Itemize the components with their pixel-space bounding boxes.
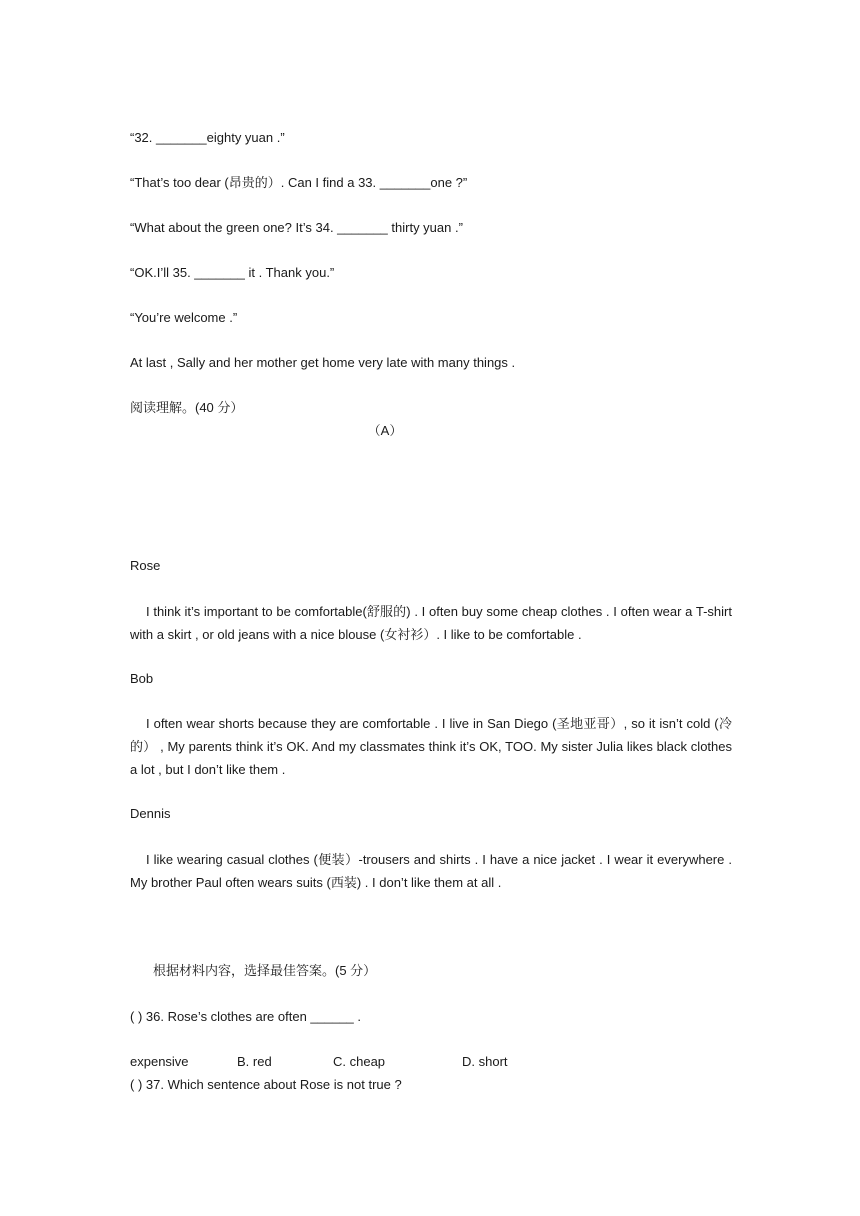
rose-paragraph: I think it’s important to be comfortable(舒服的) . I often buy some cheap clothes . I often wear a T-shirt with a skirt , or old jeans with a nice blouse (女衬衫）. I like to be comfortable . xyxy=(130,604,732,642)
passage-label: （A） xyxy=(367,423,403,438)
dennis-name: Dennis xyxy=(130,806,171,821)
q36-option-d: D. short xyxy=(462,1054,508,1069)
instruction-text: 根据材料内容，选择最佳答案。(5 分） xyxy=(153,963,377,978)
question-36: ( ) 36. Rose’s clothes are often ______ . xyxy=(130,1009,362,1024)
q36-option-c: C. cheap xyxy=(333,1054,386,1069)
dialogue-line-34: “What about the green one? It’s 34. _______ thirty yuan .” xyxy=(130,220,463,235)
bob-name: Bob xyxy=(130,671,154,686)
dialogue-line-welcome: “You’re welcome .” xyxy=(130,310,238,325)
q36-option-a: expensive xyxy=(130,1054,189,1069)
closing-sentence: At last , Sally and her mother get home very late with many things . xyxy=(130,355,516,370)
section-heading: 阅读理解。(40 分） xyxy=(130,400,244,415)
dialogue-line-33: “That’s too dear (昂贵的）. Can I find a 33. _______one ?” xyxy=(130,175,468,190)
bob-paragraph: I often wear shorts because they are comfortable . I live in San Diego (圣地亚哥）, so it isn’t cold (冷的） , My parents think it’s OK. And my classmates think it’s OK, TOO. My sister Julia likes black clothes a lot , but I don’t like them . xyxy=(130,716,732,777)
dialogue-line-35: “OK.I’ll 35. _______ it . Thank you.” xyxy=(130,265,335,280)
q36-option-b: B. red xyxy=(237,1054,272,1069)
rose-name: Rose xyxy=(130,558,161,573)
question-37: ( ) 37. Which sentence about Rose is not true ? xyxy=(130,1077,402,1092)
dennis-paragraph: I like wearing casual clothes (便装）-trousers and shirts . I have a nice jacket . I wear it everywhere . My brother Paul often wears suits (西装) . I don’t like them at all . xyxy=(130,852,732,890)
dialogue-line-32: “32. _______eighty yuan .” xyxy=(130,130,285,145)
